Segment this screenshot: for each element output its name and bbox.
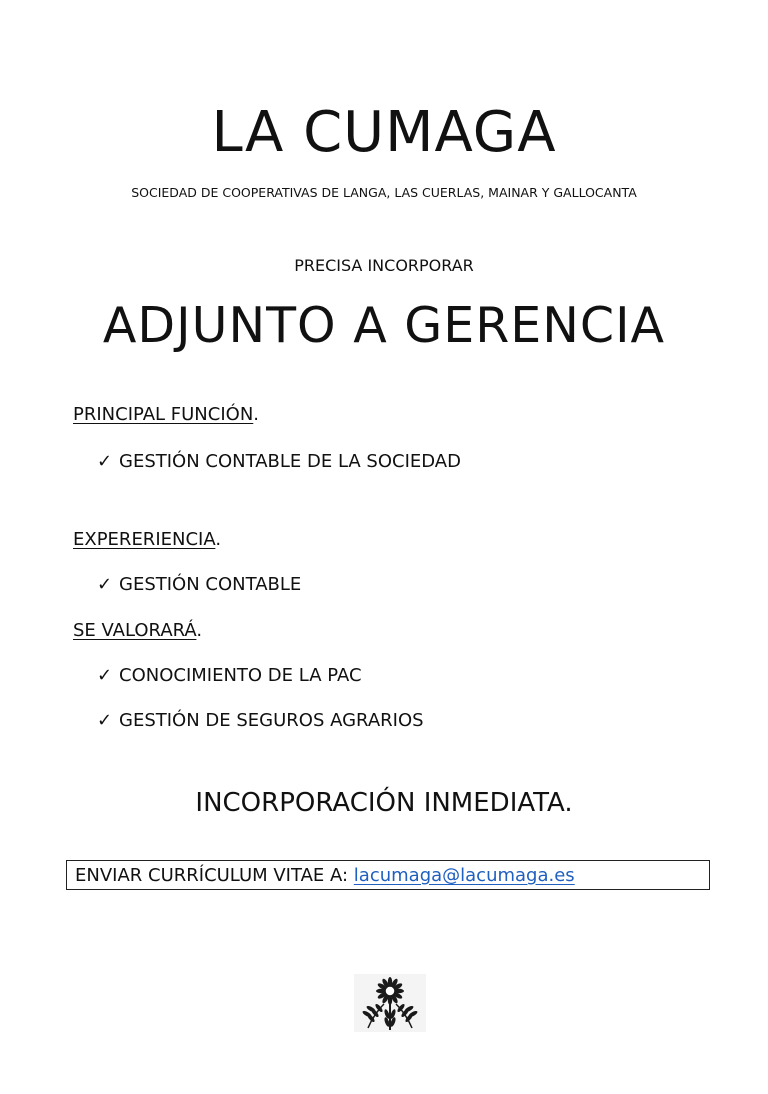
section-heading-valued xyxy=(73,619,202,643)
checkmark-icon: ✓ xyxy=(97,451,113,472)
heading-period: . xyxy=(215,529,222,550)
section-heading-experience-label: EXPERERIENCIA xyxy=(73,529,216,550)
heading-period: . xyxy=(253,404,260,425)
section-heading-experience xyxy=(73,528,221,552)
list-item xyxy=(97,664,362,688)
contact-box xyxy=(66,860,710,890)
list-item xyxy=(97,709,424,733)
section-heading-valued-label: SE VALORARÁ xyxy=(73,620,197,641)
company-title: LA CUMAGA xyxy=(211,100,557,165)
sunflower-wheat-logo-icon xyxy=(354,974,426,1032)
contact-label: ENVIAR CURRÍCULUM VITAE A: xyxy=(75,865,349,886)
list-item-label: CONOCIMIENTO DE LA PAC xyxy=(119,665,362,686)
list-item xyxy=(97,450,461,474)
availability-text: INCORPORACIÓN INMEDIATA. xyxy=(195,788,573,818)
list-item-label: GESTIÓN CONTABLE DE LA SOCIEDAD xyxy=(119,451,461,472)
contact-line xyxy=(75,864,575,888)
checkmark-icon: ✓ xyxy=(97,710,113,731)
list-item xyxy=(97,573,301,597)
list-item-label: GESTIÓN DE SEGUROS AGRARIOS xyxy=(119,710,424,731)
email-link[interactable]: lacumaga@lacumaga.es xyxy=(353,865,575,886)
section-heading-function xyxy=(73,403,259,427)
list-item-label: GESTIÓN CONTABLE xyxy=(119,574,302,595)
section-heading-function-label: PRINCIPAL FUNCIÓN xyxy=(73,404,254,425)
checkmark-icon: ✓ xyxy=(97,665,113,686)
heading-period: . xyxy=(196,620,203,641)
checkmark-icon: ✓ xyxy=(97,574,113,595)
intro-text: PRECISA INCORPORAR xyxy=(294,256,474,275)
position-title: ADJUNTO A GERENCIA xyxy=(102,297,666,354)
company-subtitle: SOCIEDAD DE COOPERATIVAS DE LANGA, LAS CUERLAS, MAINAR Y GALLOCANTA xyxy=(131,185,637,200)
